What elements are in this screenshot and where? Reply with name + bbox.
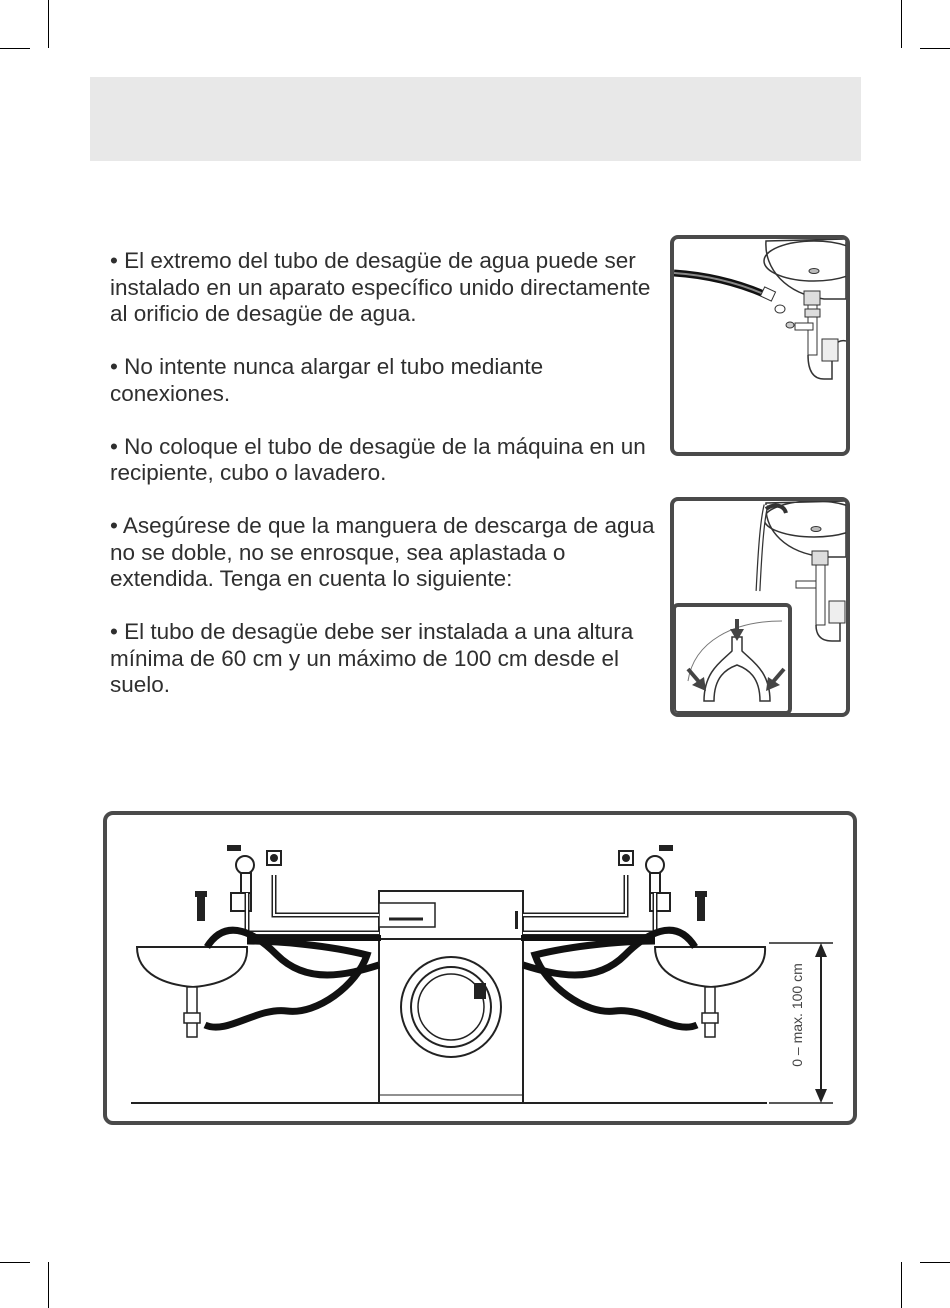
instruction-paragraph: • Asegúrese de que la manguera de descarga de agua no se doble, no se enrosque, sea aplastada o extendida. Tenga en cuenta lo siguiente:: [110, 513, 655, 591]
installation-diagram: [103, 811, 857, 1125]
crop-mark: [920, 1262, 950, 1263]
crop-mark: [0, 48, 30, 49]
water-tap-icon: [619, 845, 707, 921]
sink-drain-figure: [670, 235, 850, 456]
instruction-paragraph: • El tubo de desagüe debe ser instalada a una altura mínima de 60 cm y un máximo de 100 cm desde el suelo.: [110, 619, 634, 697]
crop-mark: [48, 0, 49, 48]
instruction-paragraph: • El extremo del tubo de desagüe de agua puede ser instalado en un aparato específico unido directamente al orificio de desagüe de agua.: [110, 248, 651, 326]
header-band: [90, 77, 861, 161]
crop-mark: [920, 48, 950, 49]
crop-mark: [901, 1262, 902, 1308]
hose-bend-icon: [674, 501, 846, 713]
water-tap-icon: [195, 845, 281, 921]
crop-mark: [48, 1262, 49, 1308]
height-label: 0 – max. 100 cm: [789, 963, 805, 1067]
crop-mark: [901, 0, 902, 48]
washing-machine-icon: [107, 815, 853, 1121]
instruction-paragraph: • No intente nunca alargar el tubo mediante conexiones.: [110, 354, 544, 406]
sink-drain-icon: [674, 239, 846, 452]
hose-bend-figure: [670, 497, 850, 717]
instruction-text: [110, 248, 655, 725]
crop-mark: [0, 1262, 30, 1263]
instruction-paragraph: • No coloque el tubo de desagüe de la máquina en un recipiente, cubo o lavadero.: [110, 433, 646, 485]
